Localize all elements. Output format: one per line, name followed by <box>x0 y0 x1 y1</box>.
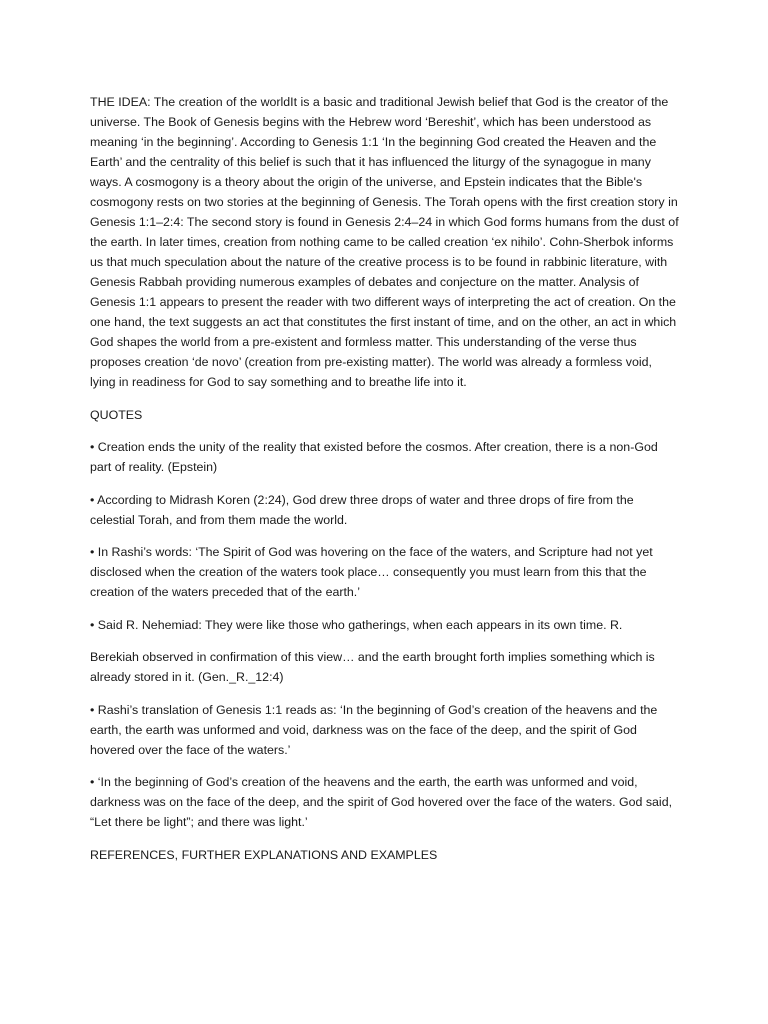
quote-paragraph: • According to Midrash Koren (2:24), God drew three drops of water and three drops of fire from the celestial Torah, and from them made the world. <box>90 492 634 527</box>
intro-paragraph: THE IDEA: The creation of the worldIt is a basic and traditional Jewish belief that God is the creator of the universe. The Book of Genesis begins with the Hebrew word ‘Bereshit’, which has been understood as meaning ‘in the beginning’. According to Genesis 1:1 ‘In the beginning God created the Heaven and the Earth’ and the centrality of this belief is such that it has influenced the liturgy of the synagogue in many ways. A cosmogony is a theory about the origin of the universe, and Epstein indicates that the Bible's cosmogony rests on two stories at the beginning of Genesis. The Torah opens with the first creation story in Genesis 1:1–2:4: The second story is found in Genesis 2:4–24 in which God forms humans from the dust of the earth. In later times, creation from nothing came to be called creation ‘ex nihilo’. Cohn-Sherbok informs us that much speculation about the nature of the creative process is to be found in rabbinic literature, with Genesis Rabbah providing numerous examples of debates and conjecture on the matter. Analysis of Genesis 1:1 appears to present the reader with two different ways of interpreting the act of creation. On the one hand, the text suggests an act that constitutes the first instant of time, and on the other, an act in which God shapes the world from a pre-existent and formless matter. This understanding of the verse thus proposes creation ‘de novo’ (creation from pre-existing matter). The world was already a formless void, lying in readiness for God to say something and to breathe life into it. <box>90 95 679 389</box>
quote-paragraph: • In Rashi’s words: ‘The Spirit of God was hovering on the face of the waters, and Scripture had not yet disclosed when the creation of the waters took place… consequently you must learn from this that the creation of the waters preceded that of the earth.’ <box>90 545 653 599</box>
quotes-heading: QUOTES <box>90 407 143 422</box>
quote-paragraph: • ‘In the beginning of God’s creation of the heavens and the earth, the earth was unformed and void, darkness was on the face of the deep, and the spirit of God hovered over the face of the waters. God said, “Let there be light”; and there was light.’ <box>90 775 673 829</box>
quote-paragraph: • Rashi’s translation of Genesis 1:1 reads as: ‘In the beginning of God’s creation of the heavens and the earth, the earth was unformed and void, darkness was on the face of the deep, and the spirit of God hovered over the face of the waters.’ <box>90 702 658 757</box>
document-body <box>90 92 680 877</box>
references-heading: REFERENCES, FURTHER EXPLANATIONS AND EXAMPLES <box>90 847 438 862</box>
quote-paragraph: • Creation ends the unity of the reality that existed before the cosmos. After creation, there is a non-God part of reality. (Epstein) <box>90 440 658 474</box>
quote-paragraph: • Said R. Nehemiad: They were like those who gatherings, when each appears in its own time. R. <box>90 617 623 632</box>
quote-paragraph: Berekiah observed in confirmation of this view… and the earth brought forth implies something which is already stored in it. (Gen._R._12:4) <box>90 650 655 684</box>
